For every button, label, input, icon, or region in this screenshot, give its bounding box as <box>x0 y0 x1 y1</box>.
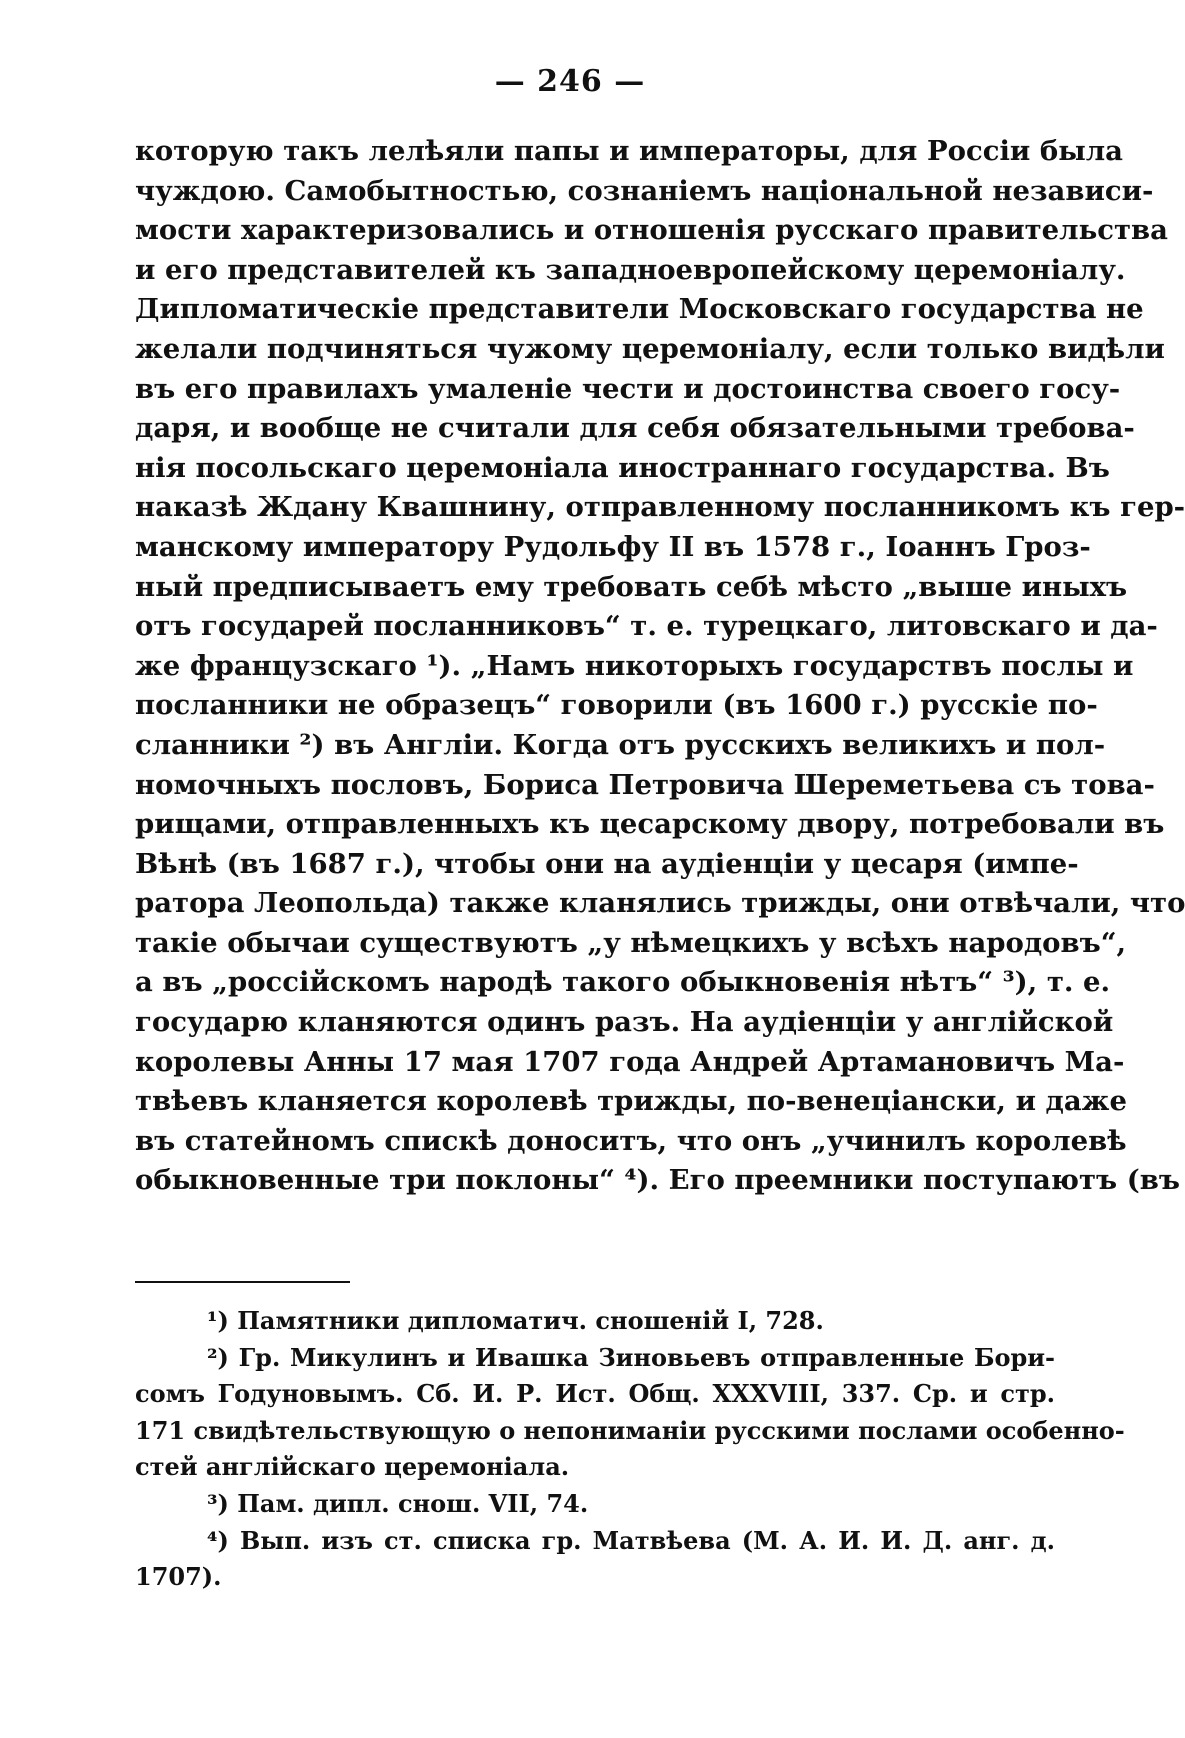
footnote-line: ⁴) Вып. изъ ст. списка гр. Матвѣева (М. А. И. И. Д. анг. д. <box>207 1525 1055 1555</box>
text-line: въ его правилахъ умаленіе чести и достоинства своего госу- <box>135 372 1121 405</box>
text-line: рищами, отправленныхъ къ цесарскому двору, потребовали въ <box>135 808 1165 841</box>
footnote-divider <box>135 1281 350 1283</box>
footnote-line: ²) Гр. Микулинъ и Ивашка Зиновьевъ отправленные Бори- <box>207 1342 1055 1372</box>
text-line: твѣевъ кланяется королевѣ трижды, по-венеціански, и даже <box>135 1085 1127 1118</box>
text-line: сланники ²) въ Англіи. Когда отъ русскихъ великихъ и пол- <box>135 728 1106 761</box>
footnote-line: сомъ Годуновымъ. Сб. И. Р. Ист. Общ. XXXVIII, 337. Ср. и стр. <box>135 1379 1055 1409</box>
footnote-line: ¹) Памятники дипломатич. сношеній I, 728. <box>207 1306 824 1335</box>
text-line: ный предписываетъ ему требовать себѣ мѣсто „выше иныхъ <box>135 570 1128 603</box>
page-number: — 246 — <box>494 64 646 99</box>
text-line: Дипломатическіе представители Московскаго государства не <box>135 293 1144 326</box>
text-line: нія посольскаго церемоніала иностраннаго государства. Въ <box>135 451 1110 484</box>
text-line: которую такъ лелѣяли папы и императоры, для Россіи была <box>135 135 1123 167</box>
text-line: такіе обычаи существуютъ „у нѣмецкихъ у всѣхъ народовъ“, <box>135 926 1127 959</box>
text-line: посланники не образецъ“ говорили (въ 1600 г.) русскіе по- <box>135 689 1098 722</box>
text-line: же французскаго ¹). „Намъ никоторыхъ государствъ послы и <box>135 649 1134 682</box>
text-line: наказѣ Ждану Квашнину, отправленному посланникомъ къ гер- <box>135 491 1185 524</box>
text-line: номочныхъ пословъ, Бориса Петровича Шереметьева съ това- <box>135 768 1155 801</box>
text-line: Вѣнѣ (въ 1687 г.), чтобы они на аудіенціи у цесаря (импе- <box>135 847 1079 880</box>
text-line: манскому императору Рудольфу II въ 1578 г., Іоаннъ Гроз- <box>135 530 1091 563</box>
text-line: королевы Анны 17 мая 1707 года Андрей Артамановичъ Ма- <box>135 1045 1125 1078</box>
footnote-line: ³) Пам. дипл. снош. VII, 74. <box>207 1488 589 1518</box>
text-line: обыкновенные три поклоны“ ⁴). Его преемники поступаютъ (въ <box>135 1164 1180 1197</box>
footnote-line: 171 свидѣтельствующую о непониманіи русскими послами особенно- <box>135 1415 1125 1445</box>
text-line: даря, и вообще не считали для себя обязательными требова- <box>135 412 1135 445</box>
text-line: и его представителей къ западноевропейскому церемоніалу. <box>135 253 1126 286</box>
text-line: отъ государей посланниковъ“ т. е. турецкаго, литовскаго и да- <box>135 610 1158 643</box>
footnote-line: стей англійскаго церемоніала. <box>135 1452 570 1482</box>
footnotes <box>135 1303 1125 1596</box>
footnote-line: 1707). <box>135 1562 222 1592</box>
text-line: государю кланяются одинъ разъ. На аудіенціи у англійской <box>135 1006 1114 1039</box>
text-line: мости характеризовались и отношенія русскаго правительства <box>135 214 1168 247</box>
text-line: чуждою. Самобытностью, сознаніемъ національной независи- <box>135 174 1154 207</box>
text-line: желали подчиняться чужому церемоніалу, если только видѣли <box>135 332 1165 365</box>
text-line: ратора Леопольда) также кланялись трижды, они отвѣчали, что <box>135 887 1185 920</box>
text-line: въ статейномъ спискѣ доноситъ, что онъ „учинилъ королевѣ <box>135 1124 1127 1157</box>
text-line: а въ „россійскомъ народѣ такого обыкновенія нѣтъ“ ³), т. е. <box>135 966 1111 999</box>
main-text <box>135 132 1185 1201</box>
